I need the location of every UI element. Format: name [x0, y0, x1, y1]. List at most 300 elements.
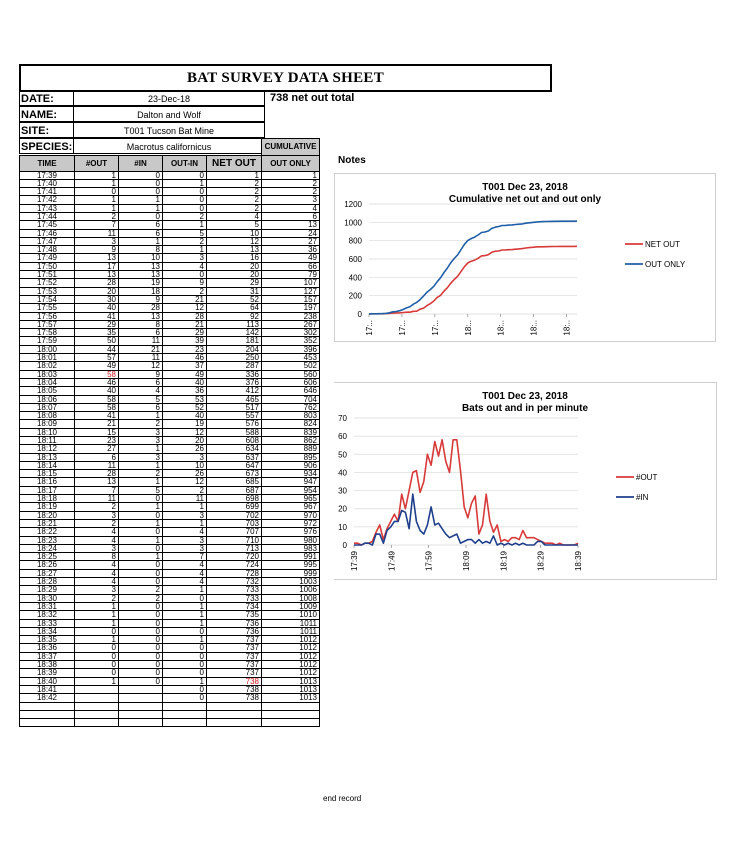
table-cell: 17:41: [20, 188, 75, 196]
table-cell: 58: [75, 395, 119, 403]
table-cell: 17:43: [20, 204, 75, 212]
table-cell: 2: [119, 586, 163, 594]
table-cell: 1: [75, 619, 119, 627]
x-tick-label: 18:..: [562, 320, 572, 336]
table-cell: 18:23: [20, 536, 75, 544]
table-cell: 976: [262, 528, 320, 536]
y-tick-label: 60: [338, 432, 347, 442]
table-cell: 17:55: [20, 304, 75, 312]
table-cell: 862: [262, 437, 320, 445]
table-cell: 2: [163, 486, 207, 494]
table-cell: 13: [119, 312, 163, 320]
table-cell: 737: [207, 661, 262, 669]
table-cell: 8: [119, 246, 163, 254]
table-cell: 3: [163, 511, 207, 519]
table-cell: 12: [163, 304, 207, 312]
table-cell: 0: [119, 528, 163, 536]
table-cell: 733: [207, 594, 262, 602]
table-cell: 44: [75, 345, 119, 353]
table-row: [20, 602, 320, 610]
col-header-net-out: NET OUT: [207, 155, 262, 171]
table-cell: 18:34: [20, 627, 75, 635]
table-cell: [75, 702, 119, 710]
table-cell: 15: [75, 428, 119, 436]
table-cell: 967: [262, 503, 320, 511]
table-cell: 18:40: [20, 677, 75, 685]
table-cell: 13: [119, 271, 163, 279]
table-row: [20, 461, 320, 469]
table-cell: 3: [119, 453, 163, 461]
table-cell: 17:57: [20, 320, 75, 328]
table-cell: 1: [163, 677, 207, 685]
table-cell: 18:02: [20, 362, 75, 370]
table-cell: 557: [207, 412, 262, 420]
table-cell: 35: [75, 329, 119, 337]
table-cell: [207, 719, 262, 727]
table-cell: 41: [75, 412, 119, 420]
table-cell: 4: [207, 212, 262, 220]
table-cell: 3: [262, 196, 320, 204]
table-cell: 17:51: [20, 271, 75, 279]
legend-label: #OUT: [636, 473, 658, 482]
table-cell: 10: [207, 229, 262, 237]
table-cell: 646: [262, 387, 320, 395]
table-cell: 965: [262, 495, 320, 503]
table-cell: [75, 710, 119, 718]
table-cell: 720: [207, 553, 262, 561]
table-cell: 8: [119, 320, 163, 328]
table-cell: 737: [207, 644, 262, 652]
table-cell: 0: [163, 661, 207, 669]
table-cell: 972: [262, 519, 320, 527]
table-cell: 17:44: [20, 212, 75, 220]
table-cell: 18:41: [20, 685, 75, 693]
table-cell: 18:12: [20, 445, 75, 453]
table-cell: 1: [75, 204, 119, 212]
table-cell: 1: [119, 196, 163, 204]
table-cell: 18:16: [20, 478, 75, 486]
table-row: [20, 495, 320, 503]
table-cell: 0: [163, 594, 207, 602]
table-cell: 4: [75, 528, 119, 536]
chart1-subtitle: Cumulative net out and out only: [448, 194, 602, 205]
table-cell: 18:37: [20, 652, 75, 660]
table-cell: 11: [119, 337, 163, 345]
table-row: [20, 719, 320, 727]
table-cell: 181: [207, 337, 262, 345]
table-cell: 895: [262, 453, 320, 461]
table-cell: 738: [207, 694, 262, 702]
table-cell: 6: [119, 403, 163, 411]
table-row: [20, 279, 320, 287]
table-cell: 18:42: [20, 694, 75, 702]
table-cell: 6: [262, 212, 320, 220]
col-header-out-in: OUT-IN: [163, 155, 207, 171]
table-cell: 79: [262, 271, 320, 279]
table-cell: 21: [163, 320, 207, 328]
table-cell: 11: [75, 461, 119, 469]
table-cell: [20, 702, 75, 710]
table-cell: 2: [207, 188, 262, 196]
table-cell: 954: [262, 486, 320, 494]
y-tick-label: 1200: [344, 200, 362, 209]
table-cell: 0: [119, 578, 163, 586]
table-cell: 0: [119, 636, 163, 644]
table-cell: 36: [262, 246, 320, 254]
table-cell: 17:39: [20, 171, 75, 179]
table-cell: 11: [75, 495, 119, 503]
table-cell: 6: [119, 221, 163, 229]
chart1-svg: [335, 174, 715, 341]
table-cell: 803: [262, 412, 320, 420]
y-tick-label: 200: [348, 291, 362, 301]
table-cell: 698: [207, 495, 262, 503]
table-cell: 13: [262, 221, 320, 229]
data-table: [19, 138, 320, 727]
table-cell: 29: [207, 279, 262, 287]
table-cell: 12: [119, 362, 163, 370]
table-cell: 4: [163, 569, 207, 577]
table-cell: 1: [163, 221, 207, 229]
table-cell: 5: [207, 221, 262, 229]
table-row: [20, 345, 320, 353]
table-cell: 889: [262, 445, 320, 453]
table-cell: 1: [119, 237, 163, 245]
table-cell: 52: [163, 403, 207, 411]
table-cell: 1: [119, 461, 163, 469]
table-cell: 980: [262, 536, 320, 544]
table-row: [20, 254, 320, 262]
table-cell: 1011: [262, 627, 320, 635]
table-cell: 26: [163, 445, 207, 453]
table-row: [20, 536, 320, 544]
table-cell: 46: [163, 354, 207, 362]
table-cell: 28: [75, 279, 119, 287]
x-tick-label: 18:29: [536, 551, 546, 572]
table-cell: 576: [207, 420, 262, 428]
table-cell: 20: [207, 262, 262, 270]
x-tick-label: 17:39: [350, 551, 359, 572]
table-cell: 0: [163, 196, 207, 204]
table-cell: 1: [119, 503, 163, 511]
table-cell: [119, 694, 163, 702]
table-row: [20, 636, 320, 644]
table-cell: 36: [163, 387, 207, 395]
table-row: [20, 287, 320, 295]
table-cell: 2: [75, 519, 119, 527]
table-cell: [119, 685, 163, 693]
table-cell: 738: [207, 685, 262, 693]
table-cell: 30: [75, 295, 119, 303]
table-cell: 1: [262, 171, 320, 179]
table-cell: 64: [207, 304, 262, 312]
per-minute-chart: [334, 382, 717, 580]
y-tick-label: 10: [338, 522, 347, 532]
table-cell: 6: [119, 229, 163, 237]
table-cell: 7: [75, 221, 119, 229]
table-cell: 12: [163, 428, 207, 436]
y-tick-label: 30: [338, 486, 347, 496]
table-cell: 839: [262, 428, 320, 436]
table-cell: 3: [163, 453, 207, 461]
table-cell: 352: [262, 337, 320, 345]
table-cell: 0: [75, 652, 119, 660]
table-cell: 3: [163, 536, 207, 544]
table-cell: 1: [163, 503, 207, 511]
table-cell: 0: [119, 627, 163, 635]
table-cell: 13: [75, 478, 119, 486]
table-cell: 0: [119, 652, 163, 660]
table-cell: 1012: [262, 669, 320, 677]
table-cell: 18:28: [20, 578, 75, 586]
table-cell: 0: [119, 561, 163, 569]
table-cell: 50: [75, 337, 119, 345]
table-cell: 13: [119, 262, 163, 270]
table-row: [20, 362, 320, 370]
table-cell: 17:52: [20, 279, 75, 287]
table-cell: 18:05: [20, 387, 75, 395]
table-cell: 40: [163, 412, 207, 420]
y-tick-label: 40: [338, 468, 347, 478]
table-cell: 0: [119, 669, 163, 677]
table-cell: 1: [119, 204, 163, 212]
table-row: [20, 511, 320, 519]
table-cell: 9: [119, 295, 163, 303]
table-cell: 0: [119, 619, 163, 627]
table-row: [20, 395, 320, 403]
table-cell: 0: [119, 611, 163, 619]
table-cell: 588: [207, 428, 262, 436]
table-cell: 27: [262, 237, 320, 245]
table-cell: 4: [119, 387, 163, 395]
table-cell: 647: [207, 461, 262, 469]
table-row: [20, 437, 320, 445]
table-cell: 13: [207, 246, 262, 254]
table-cell: 9: [163, 279, 207, 287]
x-tick-label: 18:09: [462, 551, 471, 572]
table-cell: 92: [207, 312, 262, 320]
table-cell: 58: [75, 403, 119, 411]
table-cell: 1: [163, 619, 207, 627]
table-row: [20, 412, 320, 420]
table-cell: 26: [163, 470, 207, 478]
table-cell: [119, 719, 163, 727]
table-cell: 41: [75, 312, 119, 320]
x-tick-label: 17:..: [430, 320, 440, 336]
table-cell: 1: [119, 445, 163, 453]
table-cell: 11: [119, 354, 163, 362]
table-row: [20, 553, 320, 561]
table-cell: 3: [75, 586, 119, 594]
table-cell: 4: [163, 578, 207, 586]
species-value: Macrotus californicus: [74, 138, 265, 154]
table-cell: 17:58: [20, 329, 75, 337]
y-tick-label: 20: [338, 504, 347, 514]
table-cell: 1: [119, 478, 163, 486]
table-cell: 637: [207, 453, 262, 461]
table-row: [20, 246, 320, 254]
table-row: [20, 354, 320, 362]
table-cell: 5: [119, 395, 163, 403]
table-row: [20, 237, 320, 245]
table-row: [20, 619, 320, 627]
table-cell: 1012: [262, 644, 320, 652]
table-row: [20, 370, 320, 378]
table-row: [20, 221, 320, 229]
table-cell: 453: [262, 354, 320, 362]
table-row: [20, 702, 320, 710]
table-cell: 17:47: [20, 237, 75, 245]
table-cell: [207, 710, 262, 718]
table-cell: 736: [207, 627, 262, 635]
table-cell: 2: [207, 204, 262, 212]
table-row: [20, 378, 320, 386]
table-cell: 737: [207, 636, 262, 644]
table-cell: 734: [207, 602, 262, 610]
table-cell: 4: [163, 528, 207, 536]
table-cell: 17:54: [20, 295, 75, 303]
table-cell: 18:29: [20, 586, 75, 594]
table-cell: 737: [207, 669, 262, 677]
table-cell: 18:39: [20, 669, 75, 677]
table-cell: 18:18: [20, 495, 75, 503]
table-row: [20, 594, 320, 602]
table-cell: 18:07: [20, 403, 75, 411]
table-cell: 702: [207, 511, 262, 519]
table-cell: 18:33: [20, 619, 75, 627]
table-cell: 40: [75, 387, 119, 395]
table-cell: 28: [163, 312, 207, 320]
date-label: DATE:: [19, 90, 74, 106]
chart2-subtitle: Bats out and in per minute: [461, 403, 589, 414]
table-cell: 7: [163, 553, 207, 561]
table-cell: 687: [207, 486, 262, 494]
table-cell: 3: [75, 511, 119, 519]
y-tick-label: 0: [357, 310, 362, 319]
table-cell: 824: [262, 420, 320, 428]
table-cell: 0: [163, 204, 207, 212]
table-cell: 29: [163, 329, 207, 337]
table-cell: 3: [75, 544, 119, 552]
table-cell: 1: [119, 412, 163, 420]
table-cell: 1: [163, 636, 207, 644]
table-row: [20, 179, 320, 187]
table-row: [20, 627, 320, 635]
table-cell: 9: [119, 370, 163, 378]
table-cell: 2: [163, 287, 207, 295]
table-cell: 12: [163, 478, 207, 486]
table-cell: [75, 719, 119, 727]
table-cell: 1: [119, 536, 163, 544]
table-cell: 18:24: [20, 544, 75, 552]
table-cell: 4: [75, 561, 119, 569]
table-cell: 999: [262, 569, 320, 577]
table-cell: 12: [207, 237, 262, 245]
x-tick-label: 18:39: [574, 551, 583, 572]
table-cell: 934: [262, 470, 320, 478]
table-cell: [207, 702, 262, 710]
table-cell: 23: [75, 437, 119, 445]
table-cell: 1: [163, 179, 207, 187]
table-cell: 58: [75, 370, 119, 378]
table-cell: 465: [207, 395, 262, 403]
table-cell: 18:11: [20, 437, 75, 445]
table-cell: 302: [262, 329, 320, 337]
table-cell: 732: [207, 578, 262, 586]
table-cell: 18:04: [20, 378, 75, 386]
table-cell: [163, 719, 207, 727]
table-row: [20, 586, 320, 594]
legend-label: NET OUT: [645, 240, 680, 249]
table-cell: 1: [75, 602, 119, 610]
table-cell: 17:50: [20, 262, 75, 270]
table-row: [20, 204, 320, 212]
table-cell: 1: [207, 171, 262, 179]
table-cell: 1: [163, 586, 207, 594]
table-cell: 250: [207, 354, 262, 362]
table-cell: 31: [207, 287, 262, 295]
table-cell: 1: [163, 602, 207, 610]
table-cell: 0: [163, 271, 207, 279]
table-cell: 21: [163, 295, 207, 303]
table-row: [20, 445, 320, 453]
col-header-in: #IN: [119, 155, 163, 171]
table-cell: 2: [163, 212, 207, 220]
table-cell: 157: [262, 295, 320, 303]
table-cell: 1003: [262, 578, 320, 586]
table-cell: 18:19: [20, 503, 75, 511]
table-cell: 17:48: [20, 246, 75, 254]
sheet-title: BAT SURVEY DATA SHEET: [19, 64, 552, 92]
table-cell: 17:46: [20, 229, 75, 237]
table-cell: 107: [262, 279, 320, 287]
table-cell: 1006: [262, 586, 320, 594]
table-cell: 0: [119, 644, 163, 652]
table-cell: 29: [75, 320, 119, 328]
legend-label: OUT ONLY: [645, 260, 686, 269]
table-row: [20, 470, 320, 478]
table-row: [20, 295, 320, 303]
table-cell: 1010: [262, 611, 320, 619]
table-cell: [262, 710, 320, 718]
table-cell: 1012: [262, 636, 320, 644]
cumulative-chart: [334, 173, 716, 342]
end-record-note: end record: [323, 794, 362, 803]
table-cell: 710: [207, 536, 262, 544]
table-cell: 1: [163, 246, 207, 254]
table-cell: 13: [75, 254, 119, 262]
table-cell: 52: [207, 295, 262, 303]
table-cell: 18:31: [20, 602, 75, 610]
x-tick-label: 17:..: [365, 320, 374, 336]
table-row: [20, 561, 320, 569]
series-line-net-out: [369, 246, 577, 314]
table-row: [20, 420, 320, 428]
table-cell: [119, 702, 163, 710]
table-cell: 18:06: [20, 395, 75, 403]
table-cell: 995: [262, 561, 320, 569]
table-cell: [163, 702, 207, 710]
table-row: [20, 669, 320, 677]
table-cell: 6: [75, 453, 119, 461]
table-cell: 18:00: [20, 345, 75, 353]
table-cell: 18:35: [20, 636, 75, 644]
table-cell: 2: [75, 594, 119, 602]
table-cell: 2: [119, 594, 163, 602]
table-row: [20, 304, 320, 312]
table-cell: 2: [119, 420, 163, 428]
table-cell: 66: [262, 262, 320, 270]
